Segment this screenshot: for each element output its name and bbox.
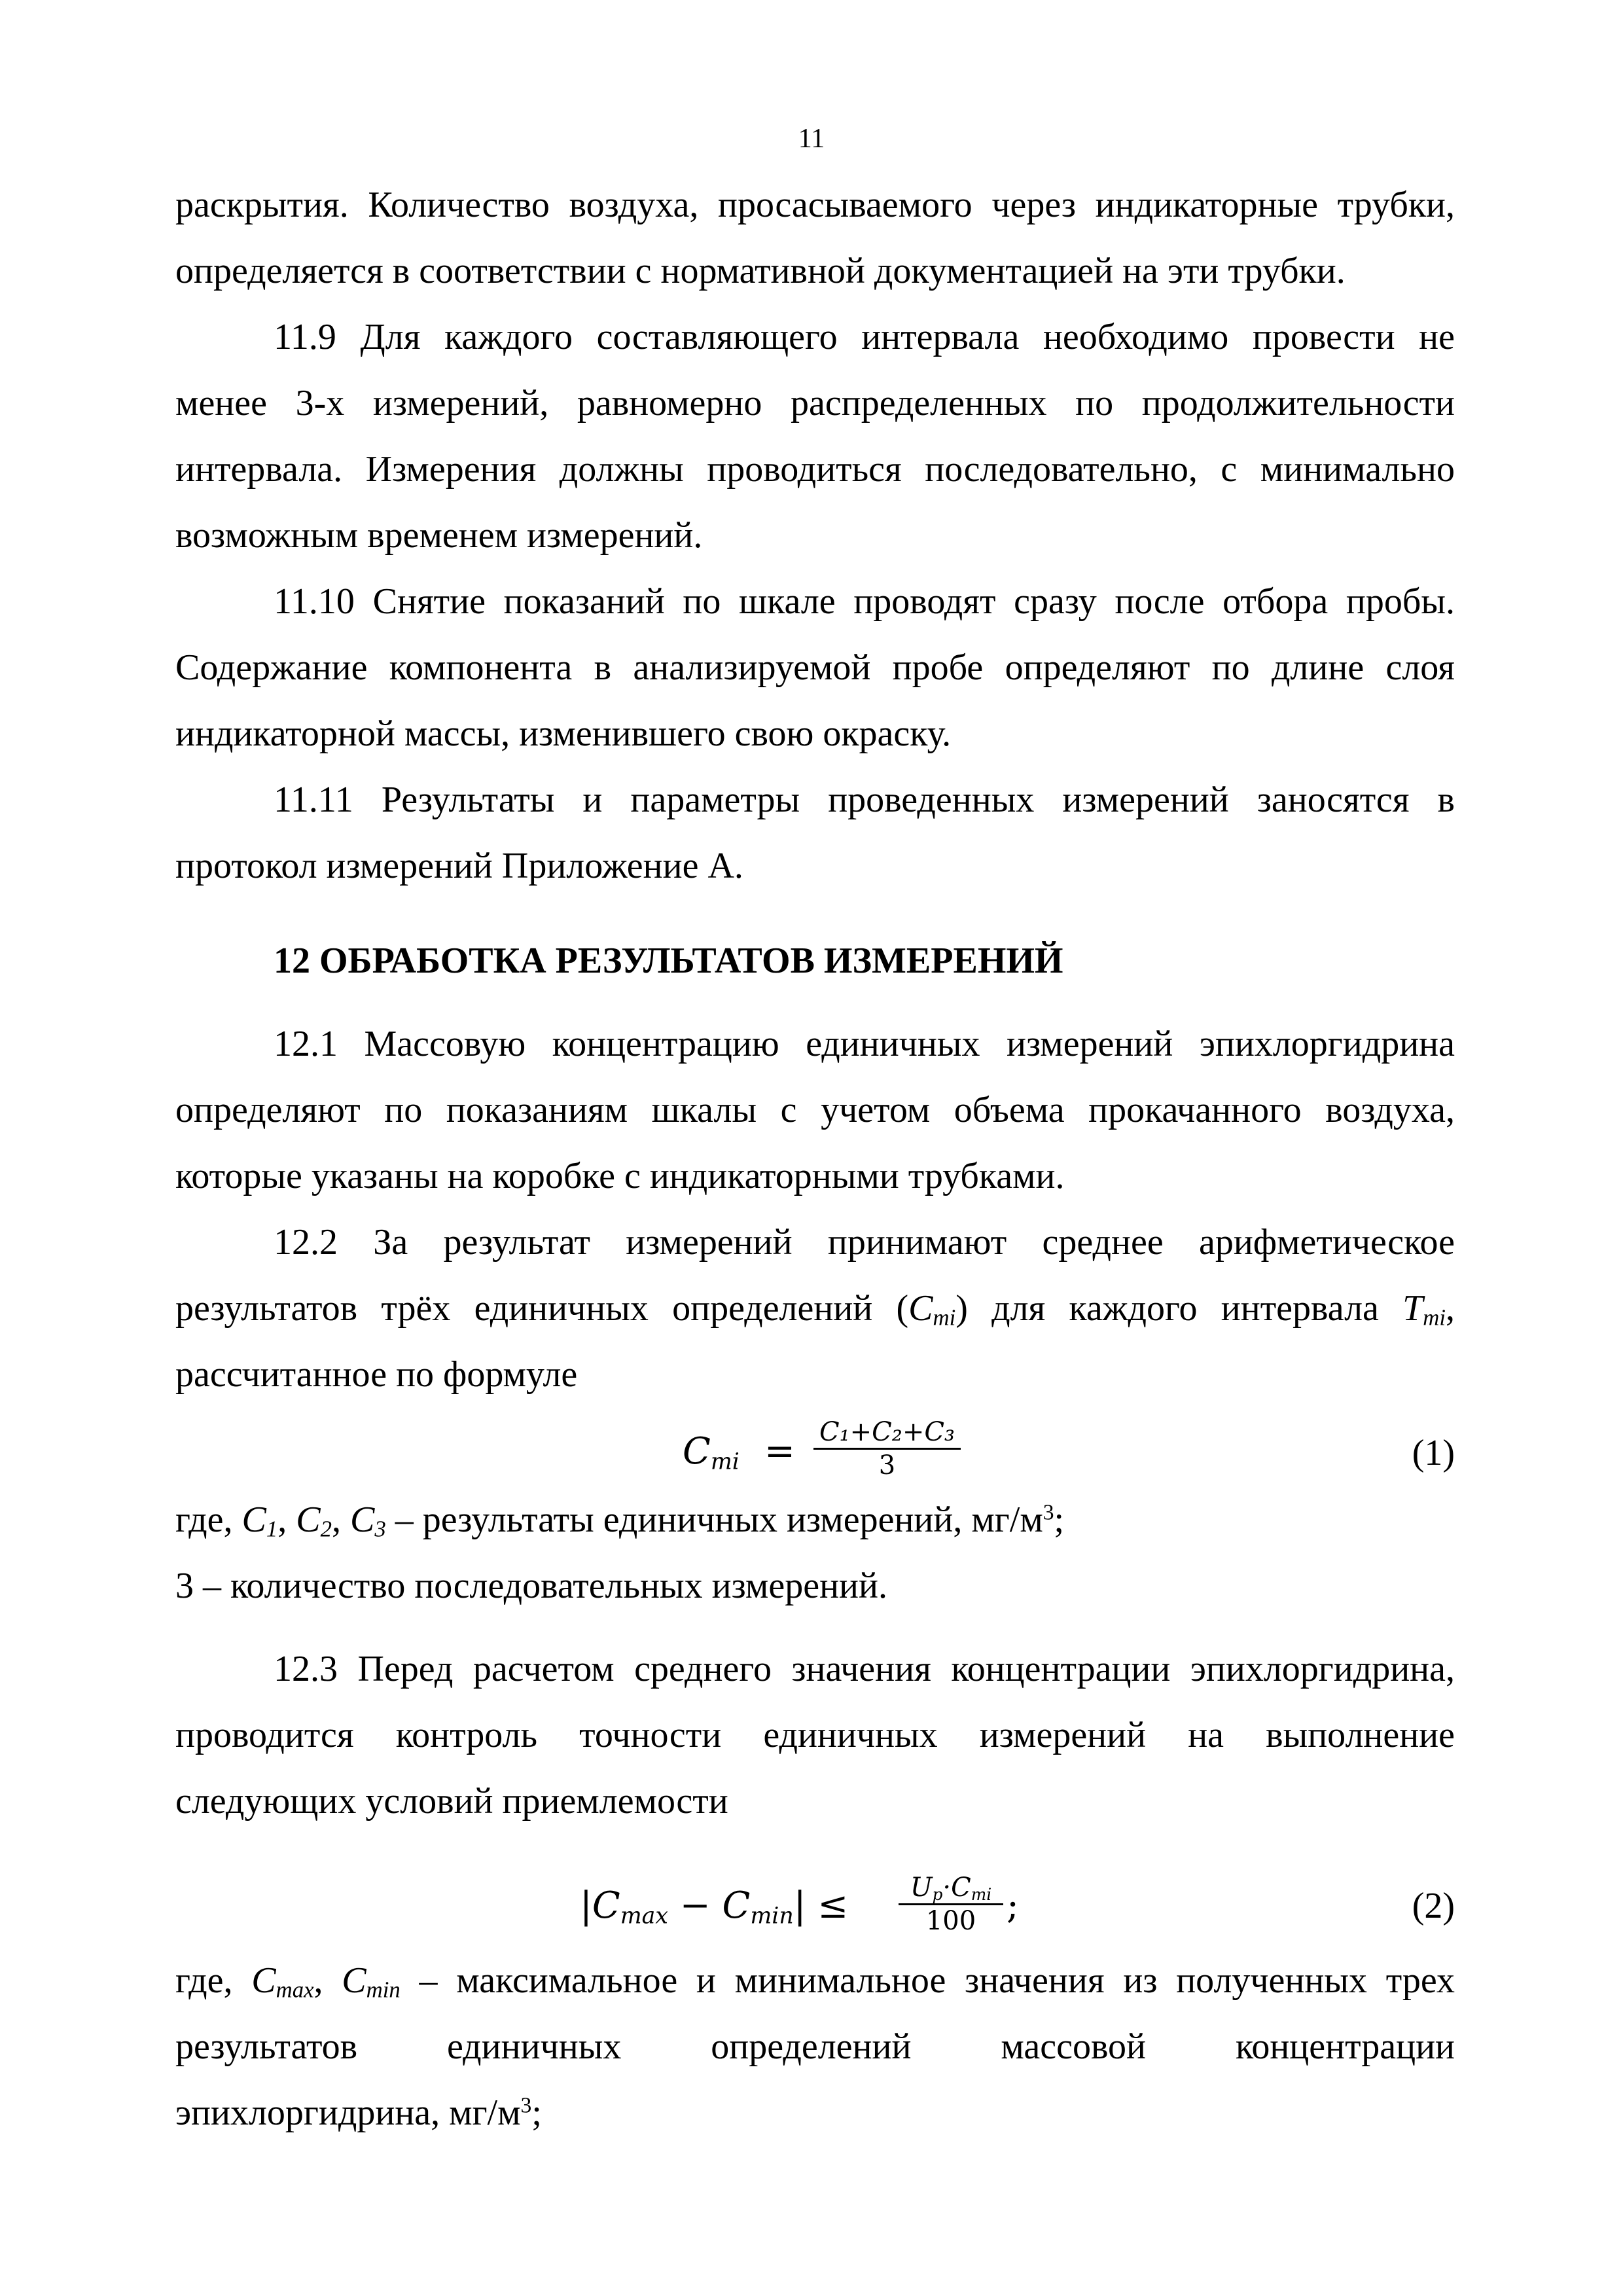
formula-2-explanation [175,1948,1455,2146]
formula-2-numerator: Up·Cmi [910,1873,992,1905]
text-line: эпихлоргидрина, $мг/м^3$; [175,2092,542,2133]
formula-1-explanation [175,1487,1455,1619]
text-line: раскрытия. Количество воздуха, просасываемого через индикаторные трубки, [175,185,1455,225]
text-line: 12.1 Массовую концентрацию единичных измерений эпихлоргидрина [274,1024,1455,1064]
formula-1-lhs: Cmi [683,1430,740,1475]
text-line: где, $C_{max}$, $C_{min}$ – максимальное и минимальное значения из полученных трех [175,1960,1455,2003]
formula-1-fraction [813,1416,961,1481]
page-number: 11 [798,124,825,154]
text-line: 11.10 Снятие показаний по шкале проводят сразу после отбора пробы. [274,581,1455,622]
text-line: 3 – количество последовательных измерений. [175,1566,887,1606]
formula-2-number: (2) [1412,1886,1455,1926]
formula-2-semicolon: ; [1007,1884,1019,1927]
text-line: индикаторной массы, изменившего свою окраску. [175,713,952,754]
text-line: определяют по показаниям шкалы с учетом объема прокачанного воздуха, [175,1090,1455,1130]
text-line: Содержание компонента в анализируемой пробе определяют по длине слоя [175,647,1455,688]
formula-2-fraction [899,1872,1003,1937]
text-line: 11.11 Результаты и параметры проведенных измерений заносятся в [274,780,1455,820]
text-line: протокол измерений Приложение А. [175,846,743,886]
formula-1-equals: = [764,1430,795,1473]
formula-2-denominator: 100 [925,1906,976,1936]
text-line: интервала. Измерения должны проводиться последовательно, с минимально [175,449,1455,490]
text-line: возможным временем измерений. [175,515,703,556]
formula-1-number: (1) [1412,1433,1455,1473]
section-heading: 12 ОБРАБОТКА РЕЗУЛЬТАТОВ ИЗМЕРЕНИЙ [274,941,1063,981]
formula-1-denominator: 3 [878,1450,896,1480]
formula-1 [175,1414,1455,1492]
paragraph-block-12 [175,1011,1455,1408]
formula-1-numerator: C₁+C₂+C₃ [819,1417,955,1447]
text-line: 12.3 Перед расчетом среднего значения концентрации эпихлоргидрина, [274,1649,1455,1689]
text-line: где, $C_1$, $C_2$, $C_3$ – результаты единичных измерений, $мг/м^3$; [175,1499,1065,1542]
formula-2-lhs: |Cmax − Cmin| ≤ [580,1884,849,1929]
text-line: результатов единичных определений массовой концентрации [175,2026,1455,2067]
paragraph-block-11 [175,172,1455,899]
text-line: которые указаны на коробке с индикаторными трубками. [175,1156,1065,1196]
text-line: рассчитанное по формуле [175,1354,578,1395]
text-line: следующих условий приемлемости [175,1781,728,1821]
formula-2 [175,1867,1455,1945]
text-line: 11.9 Для каждого составляющего интервала необходимо провести не [274,317,1455,357]
text-line: определяется в соответствии с нормативной документацией на эти трубки. [175,251,1346,291]
text-line: результатов трёх единичных определений $(C_{mi})$ для каждого интервала $T_{mi}$, [175,1288,1455,1331]
text-line: менее 3-х измерений, равномерно распределенных по продолжительности [175,383,1455,423]
text-line: проводится контроль точности единичных измерений на выполнение [175,1715,1455,1755]
text-line: 12.2 За результат измерений принимают среднее арифметическое [274,1222,1455,1263]
paragraph-block-12-3 [175,1636,1455,1835]
